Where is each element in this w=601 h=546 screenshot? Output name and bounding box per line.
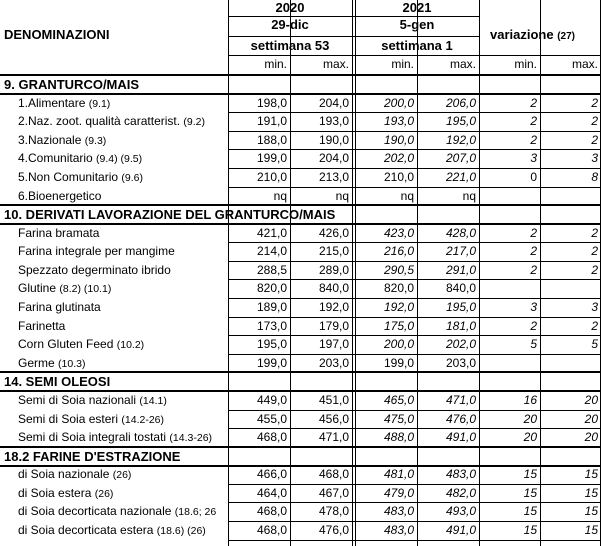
row-label [18,188,248,205]
denominazioni-header: DENOMINAZIONI [4,27,110,42]
column-border [417,0,418,546]
price-max-2021: nq [462,188,476,203]
column-border [290,0,291,546]
variation-min: 5 [530,337,537,352]
price-min-2021: 210,0 [383,169,414,184]
variation-max: 2 [591,95,598,110]
price-min-2021: 216,0 [383,244,414,259]
week-2021-header: settimana 1 [381,38,453,53]
product-ref: (18.6; 26 [174,506,217,519]
row-label [18,485,248,502]
row-label [18,336,248,353]
variation-min: 2 [530,225,537,240]
price-max-2020: 476,0 [318,523,349,537]
price-min-2020: 464,0 [256,485,287,500]
price-min-2020: 468,0 [256,523,287,537]
variation-min: 15 [523,504,537,519]
variation-min: 0 [530,169,537,184]
price-min-2021: 200,0 [383,337,414,352]
product-ref: (9.2) [183,116,206,129]
variation-min: 2 [530,318,537,333]
variation-max: 15 [584,504,598,519]
price-max-2021: 291,0 [445,262,476,277]
product-name: Corn Gluten Feed [18,337,114,352]
price-min-2021: 190,0 [383,132,414,147]
variation-max: 3 [591,151,598,166]
variation-min: 16 [523,392,537,407]
section-divider [0,446,601,448]
variation-max: 2 [591,114,598,129]
product-name: Farinetta [18,318,66,333]
min-column-header: min. [264,57,287,71]
row-label [18,503,248,520]
product-name: 1.Alimentare [18,95,86,110]
price-min-2020: 189,0 [256,300,287,314]
price-min-2020: 210,0 [256,169,287,184]
min-column-header: min. [391,57,414,71]
variation-max: 2 [591,318,598,333]
price-min-2020: 191,0 [256,114,287,129]
row-label [18,466,248,483]
price-min-2020: 468,0 [256,504,287,519]
row-label [18,522,248,539]
variation-max: 2 [591,132,598,147]
max-column-header: max. [571,57,598,71]
variazione-label: variazione [490,27,554,42]
price-min-2020: 455,0 [256,411,287,426]
price-max-2020: 193,0 [318,114,349,129]
price-max-2021: 471,0 [445,392,476,407]
price-min-2021: 175,0 [383,318,414,333]
row-label [18,411,248,428]
product-ref: (14.1) [139,394,167,407]
price-min-2020: 449,0 [256,392,287,407]
price-min-2020: 199,0 [256,151,287,166]
variation-max: 2 [591,225,598,240]
row-label [18,113,248,130]
product-ref: (9.6) [121,171,143,184]
price-max-2021: 428,0 [445,225,476,240]
row-label [18,225,248,242]
product-name: di Soia nazionale [18,467,110,482]
price-min-2021: 200,0 [383,95,414,110]
variation-max: 15 [584,523,598,537]
price-min-2021: 820,0 [383,281,414,296]
price-max-2020: 179,0 [318,318,349,333]
product-ref: (14.2-26) [121,413,164,426]
price-max-2021: 493,0 [445,504,476,519]
product-name: Farina bramata [18,225,100,240]
product-name: Farina integrale per mangime [18,244,175,259]
price-max-2021: 195,0 [445,300,476,314]
product-ref: (18.6) (26) [156,525,206,537]
section-divider [0,371,601,373]
product-name: Spezzato degerminato ibrido [18,262,171,277]
price-max-2020: 468,0 [318,467,349,482]
price-min-2021: 290,5 [383,262,414,277]
price-min-2020: 214,0 [256,244,287,259]
year-2021-header: 2021 [402,0,432,15]
price-max-2021: 476,0 [445,411,476,426]
price-max-2020: 840,0 [318,281,349,296]
section-title: 9. GRANTURCO/MAIS [4,77,140,92]
variation-min: 2 [530,95,537,110]
price-max-2021: 203,0 [445,355,476,370]
header-line [228,55,601,56]
variation-min: 20 [523,430,537,445]
max-column-header: max. [449,57,476,71]
variation-min: 15 [523,467,537,482]
price-max-2020: 203,0 [318,355,349,370]
row-label [18,95,248,112]
week-2020-header: settimana 53 [250,38,330,53]
price-min-2020: 199,0 [256,355,287,370]
price-min-2021: 481,0 [383,467,414,482]
variation-max: 20 [584,430,598,445]
date-2020-header: 29-dic [271,17,309,32]
product-ref: (26) [112,469,132,482]
product-name: 4.Comunitario [18,151,93,166]
price-min-2020: 820,0 [256,281,287,296]
row-label [18,150,248,167]
variation-max: 15 [584,467,598,482]
section-divider [0,74,601,76]
variation-min: 2 [530,114,537,129]
row-label [18,299,248,316]
header-line [228,16,479,17]
price-max-2020: 456,0 [318,411,349,426]
variation-min: 3 [530,300,537,314]
price-max-2021: 221,0 [445,169,476,184]
row-label [18,318,248,335]
row-label [18,280,248,297]
price-min-2020: 173,0 [256,318,287,333]
row-label [18,392,248,409]
price-min-2021: 192,0 [383,300,414,314]
variation-min: 3 [530,151,537,166]
price-max-2020: 478,0 [318,504,349,519]
price-max-2021: 192,0 [445,132,476,147]
price-min-2021: 193,0 [383,114,414,129]
column-border [479,0,480,546]
variation-max: 5 [591,337,598,352]
product-name: Germe [18,355,55,370]
product-ref: (9.1) [88,97,111,110]
price-min-2021: nq [400,188,414,203]
column-border [540,0,541,546]
row-label [18,243,248,260]
price-max-2020: 426,0 [318,225,349,240]
variation-max: 2 [591,244,598,259]
product-ref: (9.3) [84,134,107,147]
variation-min: 2 [530,244,537,259]
product-name: di Soia decorticata estera [18,523,154,537]
variation-max: 3 [591,300,598,314]
product-ref: (9.4) (9.5) [96,153,143,166]
section-title: 10. DERIVATI LAVORAZIONE DEL GRANTURCO/MAIS [4,207,336,223]
price-max-2021: 181,0 [445,318,476,333]
variazione-note: (27) [557,31,576,42]
column-border [228,0,229,546]
product-ref: (8.2) (10.1) [59,283,112,296]
price-max-2020: 192,0 [318,300,349,314]
variation-max: 20 [584,411,598,426]
price-min-2020: 195,0 [256,337,287,352]
price-max-2021: 195,0 [445,114,476,129]
column-border [352,0,353,546]
header-line [228,36,479,37]
variation-max: 20 [584,392,598,407]
price-max-2021: 202,0 [445,337,476,352]
price-min-2021: 202,0 [383,151,414,166]
variation-min: 20 [523,411,537,426]
row-label [18,355,248,372]
max-column-header: max. [322,57,349,71]
section-divider [0,204,601,206]
section-title: 14. SEMI OLEOSI [4,374,111,390]
product-name: di Soia decorticata nazionale [18,504,172,519]
price-min-2020: nq [273,188,287,203]
column-border [355,0,356,546]
variation-max: 2 [591,262,598,277]
date-2021-header: 5-gen [399,17,435,32]
price-max-2021: 483,0 [445,467,476,482]
section-title: 18.2 FARINE D'ESTRAZIONE [4,448,181,464]
price-max-2021: 206,0 [445,95,476,110]
product-name: Farina glutinata [18,300,101,314]
product-name: 5.Non Comunitario [18,169,119,184]
row-label [18,262,248,279]
year-2020-header: 2020 [275,0,305,15]
variation-min: 15 [523,523,537,537]
price-min-2021: 483,0 [383,504,414,519]
variazione-header [490,27,600,45]
price-min-2020: 468,0 [256,430,287,445]
variation-max: 15 [584,485,598,500]
price-max-2020: nq [335,188,349,203]
price-min-2020: 466,0 [256,467,287,482]
row-label [18,169,248,186]
product-ref: (10.2) [116,339,145,352]
price-min-2020: 188,0 [256,132,287,147]
price-max-2020: 204,0 [318,95,349,110]
price-min-2021: 483,0 [383,523,414,537]
price-min-2020: 198,0 [256,95,287,110]
price-max-2020: 190,0 [318,132,349,147]
product-name: di Soia estera [18,485,92,500]
min-column-header: min. [514,57,537,71]
price-max-2020: 204,0 [318,151,349,166]
price-max-2020: 471,0 [318,430,349,445]
product-name: Semi di Soia integrali tostati [18,430,167,445]
row-border [228,540,601,541]
price-min-2020: 288,5 [256,262,287,277]
product-ref: (14.3-26) [169,432,213,445]
price-min-2021: 465,0 [383,392,414,407]
variation-min: 15 [523,485,537,500]
price-max-2021: 491,0 [445,523,476,537]
price-max-2021: 207,0 [445,151,476,166]
price-min-2020: 421,0 [256,225,287,240]
row-label [18,132,248,149]
price-max-2021: 491,0 [445,430,476,445]
product-name: 6.Bioenergetico [18,188,102,203]
price-max-2020: 467,0 [318,485,349,500]
variation-min: 2 [530,132,537,147]
product-ref: (26) [94,487,114,500]
price-min-2021: 423,0 [383,225,414,240]
variation-min: 2 [530,262,537,277]
product-ref: (10.3) [58,357,86,370]
product-name: Semi di Soia nazionali [18,392,137,407]
row-label [18,429,248,446]
price-max-2020: 451,0 [318,392,349,407]
price-min-2021: 488,0 [383,430,414,445]
product-name: Glutine [18,281,57,296]
price-max-2021: 482,0 [445,485,476,500]
price-max-2020: 213,0 [318,169,349,184]
price-max-2021: 217,0 [445,244,476,259]
price-min-2021: 479,0 [383,485,414,500]
product-name: 2.Naz. zoot. qualità caratterist. [18,114,181,129]
price-max-2021: 840,0 [445,281,476,296]
product-name: Semi di Soia esteri [18,411,119,426]
price-max-2020: 197,0 [318,337,349,352]
price-min-2021: 475,0 [383,411,414,426]
variation-max: 8 [591,169,598,184]
price-min-2021: 199,0 [383,355,414,370]
product-name: 3.Nazionale [18,132,82,147]
price-max-2020: 215,0 [318,244,349,259]
price-max-2020: 289,0 [318,262,349,277]
